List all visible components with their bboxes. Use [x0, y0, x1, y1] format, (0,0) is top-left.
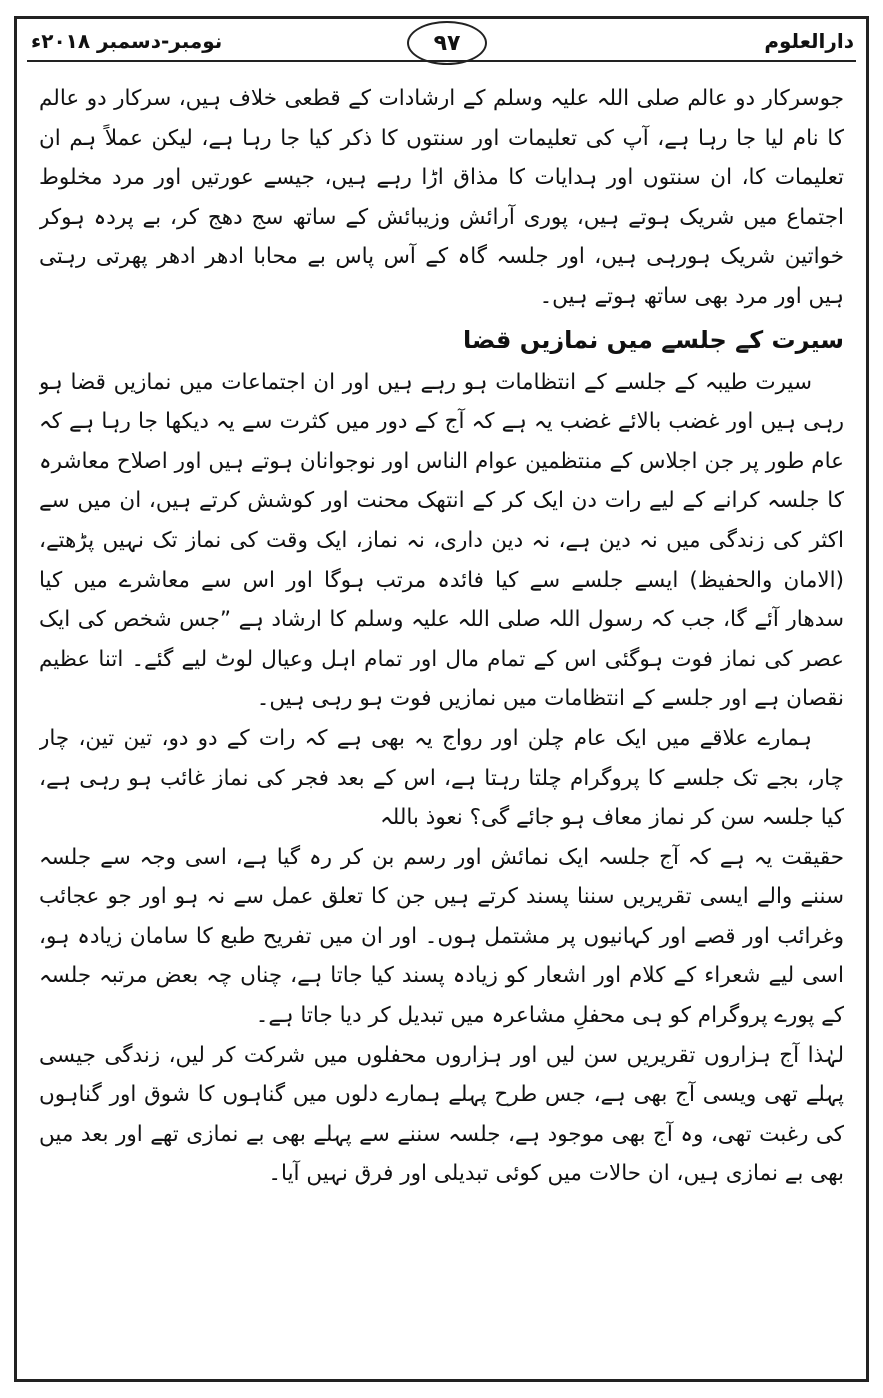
section-heading: سیرت کے جلسے میں نمازیں قضا [463, 325, 844, 354]
paragraph-4: حقیقت یہ ہے کہ آج جلسہ ایک نمائش اور رسم بن کر رہ گیا ہے، اسی وجہ سے جلسہ سننے والے ایسی تقریریں سننا پسند کرتے ہیں جن کا تعلق عمل سے نہ ہو اور جو عجائب وغرائب اور قصے اور کہانیوں پر مشتمل ہوں۔ اور ان میں تفریح طبع کا سامان زیادہ ہو، اسی لیے شعراء کے کلام اور اشعار کو زیادہ پسند کیا جاتا ہے، چناں چہ بعض مرتبہ جلسہ کے پورے پروگرام کو ہی محفلِ مشاعرہ میں تبدیل کر دیا جاتا ہے۔ [39, 844, 844, 1029]
page-frame [14, 16, 869, 1382]
paragraph-5: لہٰذا آج ہزاروں تقریریں سن لیں اور ہزاروں محفلوں میں شرکت کر لیں، زندگی جیسی پہلے تھی ویسی آج بھی ہے، جس طرح پہلے ہمارے دلوں میں گناہوں کا شوق اور گناہوں کی رغبت تھی، وہ آج بھی موجود ہے، جلسہ سننے سے پہلے بھی بے نمازی تھے اور بعد میں بھی بے نمازی ہیں، ان حالات میں کوئی تبدیلی اور فرق نہیں آیا۔ [39, 1042, 844, 1187]
page-header [17, 19, 866, 71]
paragraph-2: سیرت طیبہ کے جلسے کے انتظامات ہو رہے ہیں اور ان اجتماعات میں نمازیں قضا ہو رہی ہیں اور غضب بالائے غضب یہ ہے کہ آج کے دور میں کثرت سے یہ دیکھا جا رہا ہے کہ عام طور پر جن اجلاس کے منتظمین عوام الناس اور نوجوانان ہوتے ہیں اور اصلاح معاشرہ کا جلسہ کرانے کے لیے رات دن ایک کر کے انتھک محنت اور کوشش کرتے ہیں، ان میں سے اکثر کی زندگی میں نہ دین ہے، نہ دین داری، نہ نماز، ایک وقت کی نماز تک نہیں پڑھتے، (الامان والحفیظ) ایسے جلسے سے کیا فائدہ مرتب ہوگا اور اس سے معاشرے میں کیا سدھار آئے گا، جب کہ رسول اللہ صلی اللہ علیہ وسلم کا ارشاد ہے ”جس شخص کی ایک عصر کی نماز فوت ہوگئی اس کے تمام مال اور تمام اہل وعیال لوٹ لیے گئے۔ اتنا عظیم نقصان ہے اور جلسے کے انتظامات میں نمازیں فوت ہو رہی ہیں۔ [39, 369, 844, 712]
paragraph-3: ہمارے علاقے میں ایک عام چلن اور رواج یہ بھی ہے کہ رات کے دو دو، تین تین، چار چار، بجے تک جلسے کا پروگرام چلتا رہتا ہے، اس کے بعد فجر کی نماز غائب ہو رہی ہے، کیا جلسہ سن کر نماز معاف ہو جائے گی؟ نعوذ باللہ [39, 725, 844, 831]
issue-date: نومبر-دسمبر ۲۰۱۸ء [31, 29, 223, 53]
header-divider [27, 60, 856, 62]
paragraph-1: جوسرکار دو عالم صلی اللہ علیہ وسلم کے ارشادات کے قطعی خلاف ہیں، سرکار دو عالم کا نام لیا جا رہا ہے، آپ کی تعلیمات اور سنتوں کا ذکر کیا جا رہا ہے، لیکن عملاً ہم ان تعلیمات کا، ان سنتوں اور ہدایات کا مذاق اڑا رہے ہیں، جیسے عورتیں اور مرد مخلوط اجتماع میں شریک ہوتے ہیں، پوری آرائش وزیبائش کے ساتھ سج دھج کر، بے پردہ ہوکر خواتین شریک ہورہی ہیں، اور جلسہ گاہ کے آس پاس بے محابا ادھر ادھر پھرتی رہتی ہیں اور مرد بھی ساتھ ہوتے ہیں۔ [39, 86, 844, 309]
article-body [39, 79, 844, 1361]
page-number: ۹۷ [407, 21, 487, 65]
publication-name: دارالعلوم [764, 29, 854, 53]
